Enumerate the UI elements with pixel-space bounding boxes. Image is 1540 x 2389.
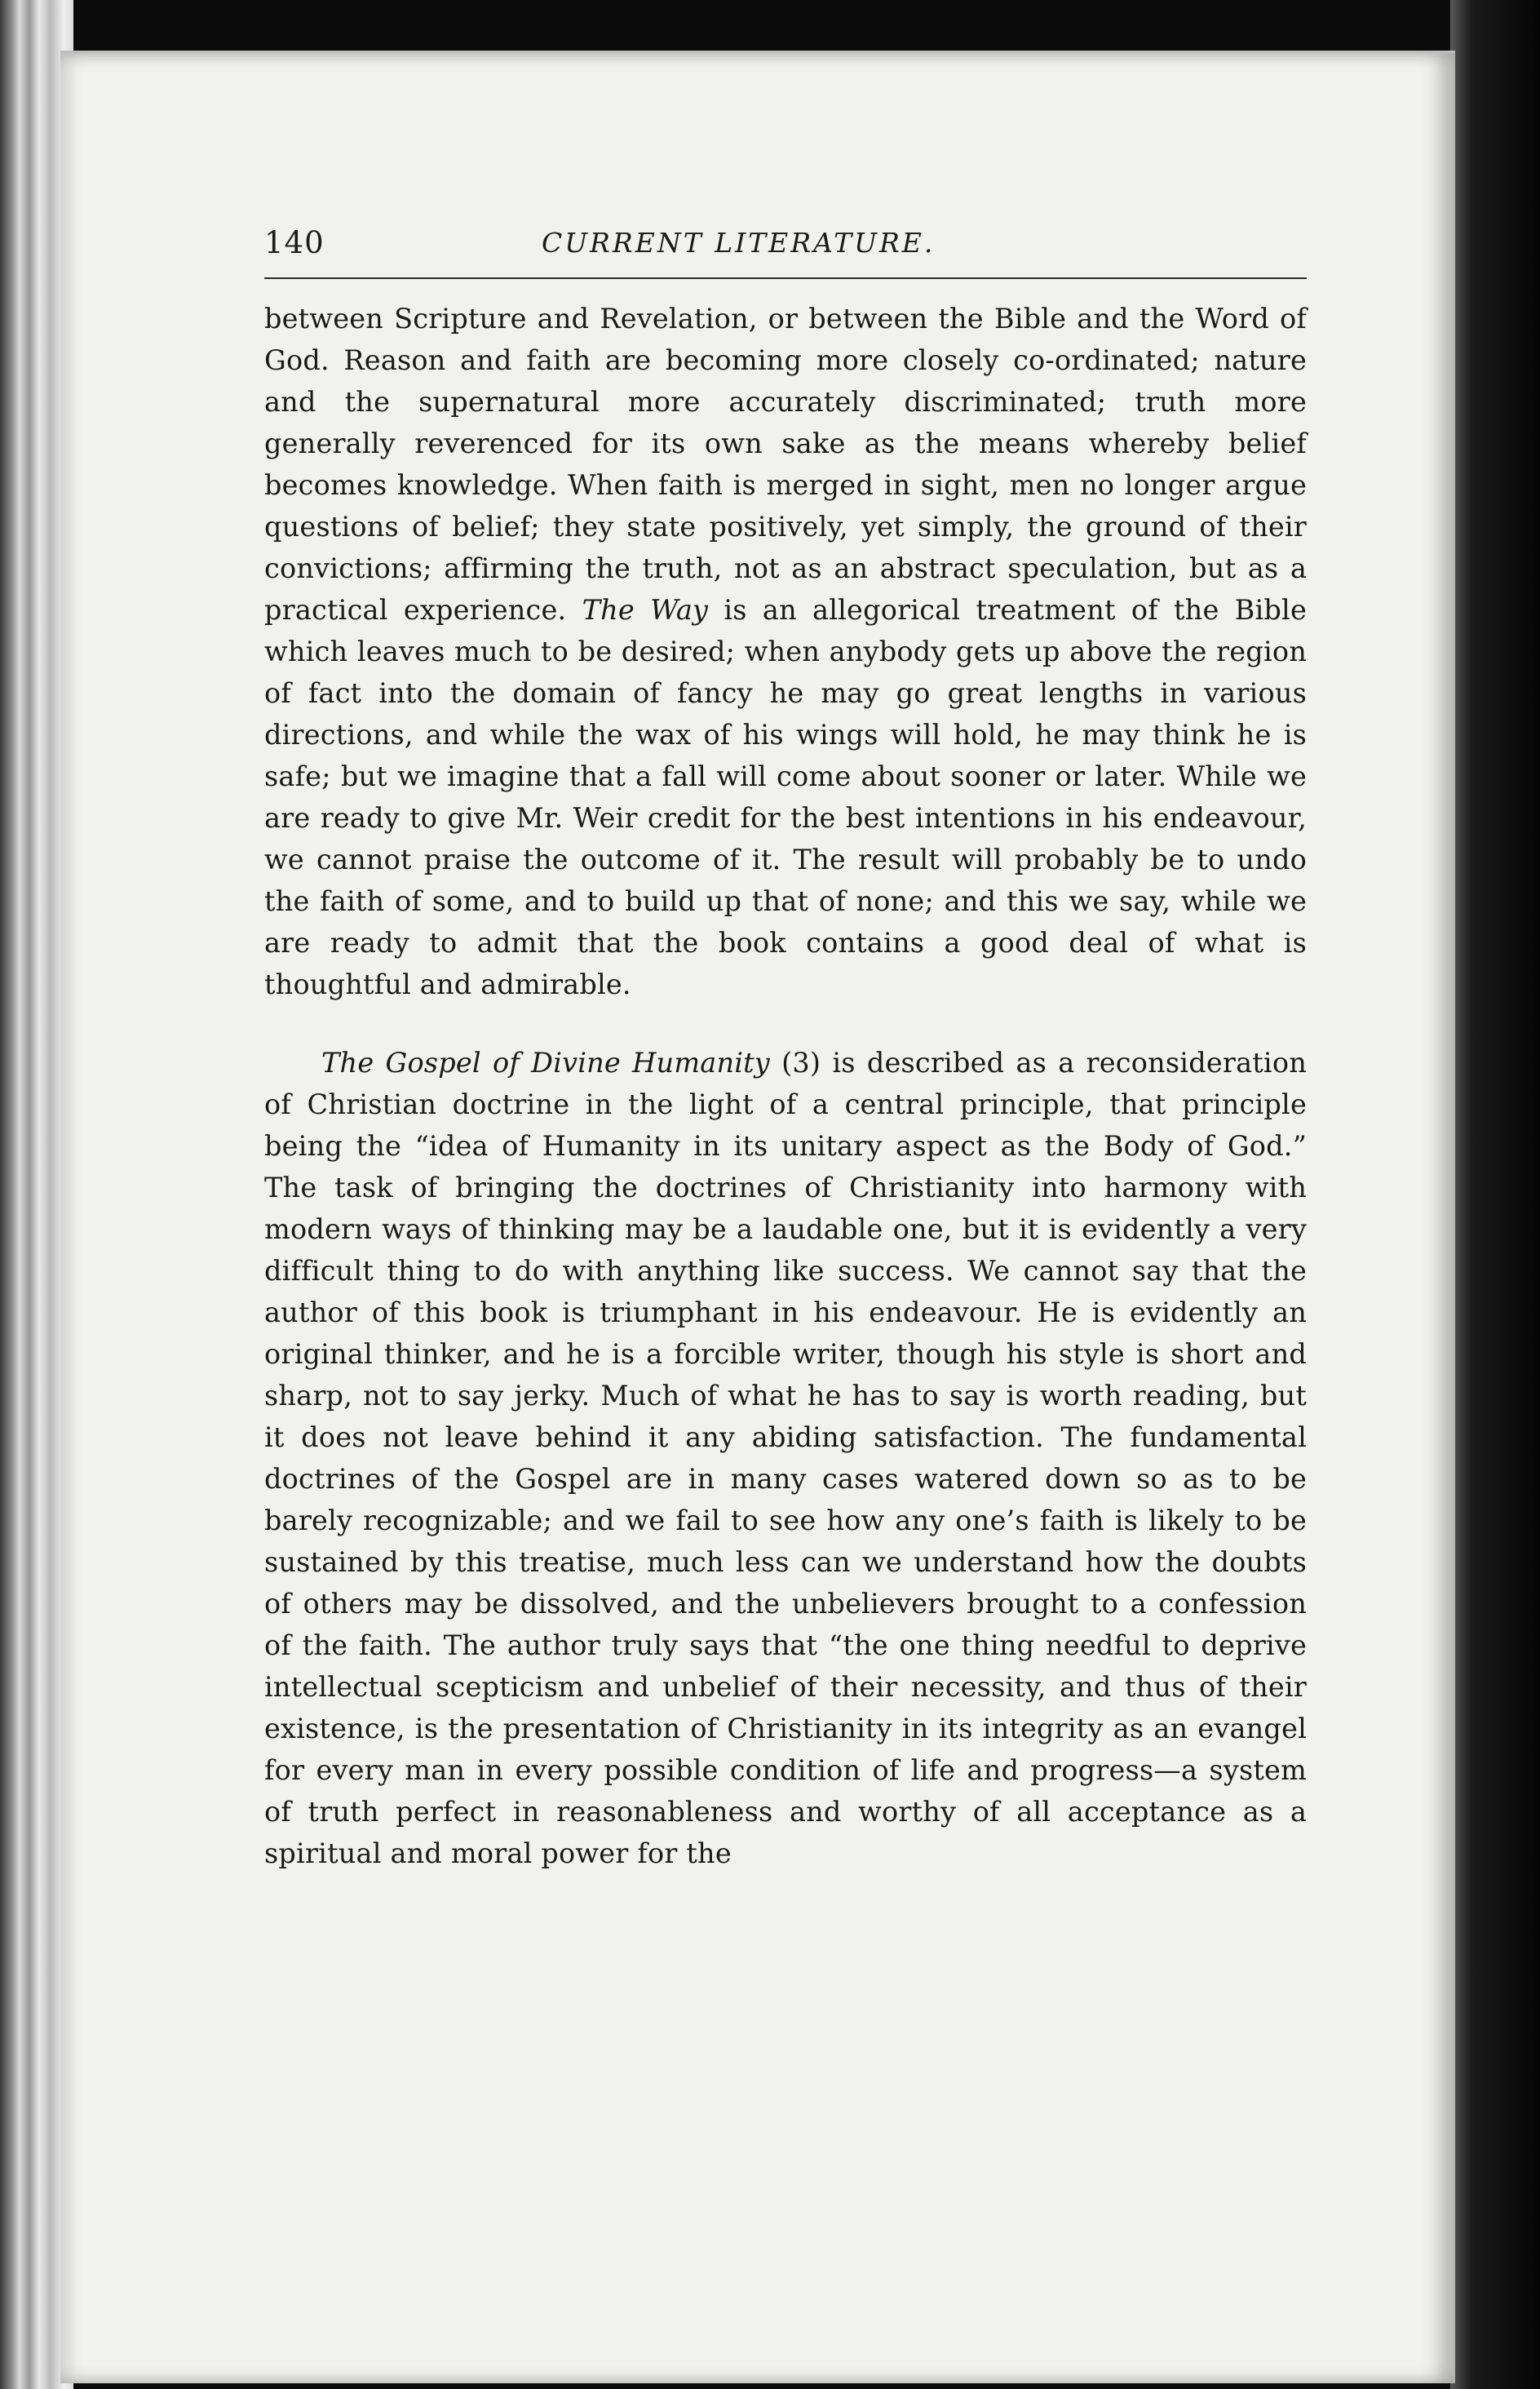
paragraph-2 — [264, 1042, 1307, 1874]
book-right-gutter — [1450, 0, 1540, 2389]
paragraph-1 — [264, 298, 1307, 1005]
italic-title-the-way: The Way — [582, 594, 709, 626]
running-head: CURRENT LITERATURE. — [542, 227, 936, 259]
page-number: 140 — [264, 225, 325, 260]
italic-title-gospel-of-divine-humanity: The Gospel of Divine Humanity — [321, 1047, 770, 1079]
text-run: is an allegorical treatment of the Bible which leaves much to be desired; when anybody gets up above the region of fact into the domain of fancy he may go great lengths in various directions, and while the wax of his wings will hold, he may think he is safe; but we imagine that a fall will come about sooner or later. While we are ready to give Mr. Weir credit for the best intentions in his endeavour, we cannot praise the outcome of it. The result will probably be to undo the faith of some, and to build up that of none; and this we say, while we are ready to admit that the book contains a good deal of what is thoughtful and admirable. — [264, 594, 1307, 1000]
page-header — [264, 217, 1307, 279]
body-text — [264, 298, 1307, 1874]
text-run: (3) is described as a reconsideration of Christian doctrine in the light of a central principle, that principle being the “idea of Humanity in its unitary aspect as the Body of God.” The task of bringing the doctrines of Christianity into harmony with modern ways of thinking may be a laudable one, but it is evidently a very difficult thing to do with anything like success. We cannot say that the author of this book is triumphant in his endeavour. He is evidently an original thinker, and he is a forcible writer, though his style is short and sharp, not to say jerky. Much of what he has to say is worth reading, but it does not leave behind it any abiding satisfaction. The fundamental doctrines of the Gospel are in many cases watered down so as to be barely recognizable; and we fail to see how any one’s faith is likely to be sustained by this treatise, much less can we understand how the doubts of others may be dissolved, and the unbelievers brought to a confession of the faith. The author truly says that “the one thing needful to deprive intellectual scepticism and unbelief of their necessity, and thus of their existence, is the presentation of Christianity in its integrity as an evangel for every man in every possible condition of life and progress—a system of truth perfect in reasonableness and worthy of all acceptance as a spiritual and moral power for the — [264, 1047, 1307, 1869]
text-run: between Scripture and Revelation, or between the Bible and the Word of God. Reason and faith are becoming more closely co-ordinated; nature and the supernatural more accurately discriminated; truth more generally reverenced for its own sake as the means whereby belief becomes knowledge. When faith is merged in sight, men no longer argue questions of belief; they state positively, yet simply, the ground of their convictions; affirming the truth, not as an abstract speculation, but as a practical experience. — [264, 303, 1307, 626]
